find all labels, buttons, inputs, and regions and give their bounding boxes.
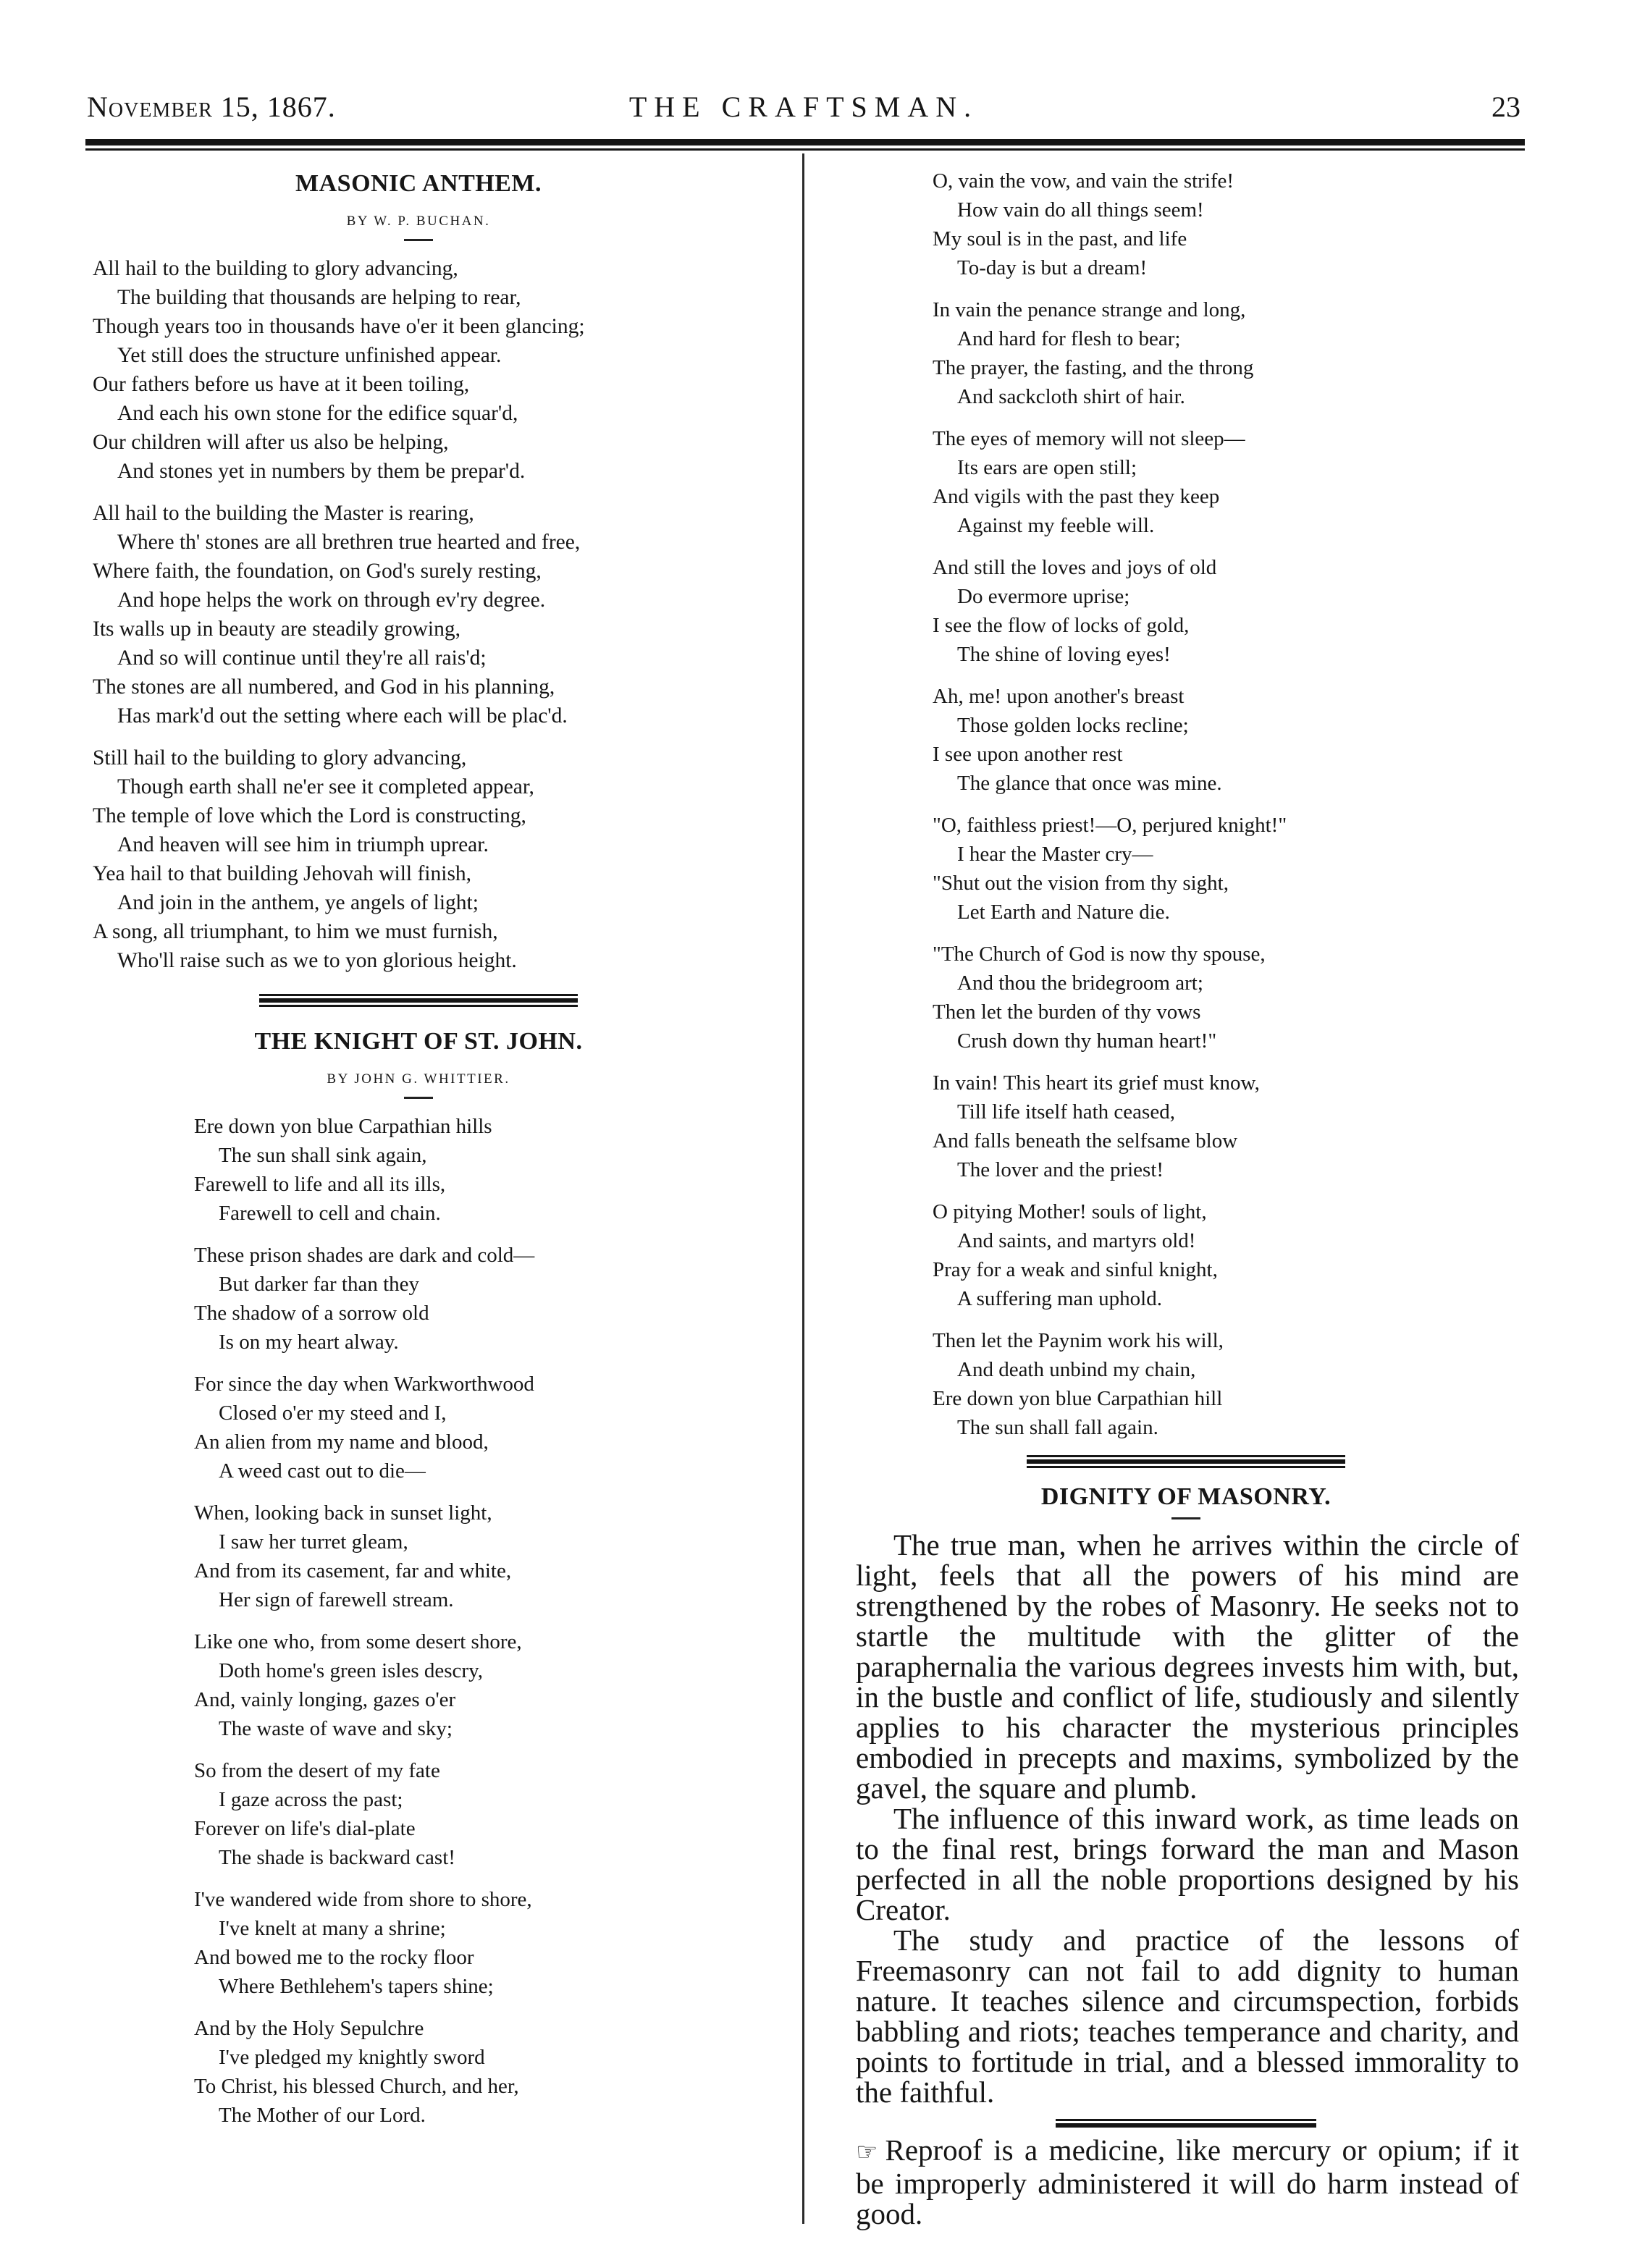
poem-line: Though years too in thousands have o'er it been glancing; xyxy=(93,315,585,338)
poem-line: I hear the Master cry— xyxy=(957,843,1153,866)
poem-line: And each his own stone for the edifice squar'd, xyxy=(117,402,518,425)
stanza xyxy=(194,1370,744,1485)
header-rule-thin xyxy=(85,148,1525,151)
stanza xyxy=(194,2014,744,2130)
stanza xyxy=(194,1112,744,1228)
poem-line: And still the loves and joys of old xyxy=(933,556,1217,579)
poem-line: Pray for a weak and sinful knight, xyxy=(933,1258,1218,1281)
poem-line: And hard for flesh to bear; xyxy=(957,327,1181,350)
poem-line: Its ears are open still; xyxy=(957,456,1137,479)
poem-line: "O, faithless priest!—O, perjured knight!" xyxy=(933,814,1287,837)
poem-line: My soul is in the past, and life xyxy=(933,227,1187,250)
poem-line: The shade is backward cast! xyxy=(219,1846,455,1869)
poem-line: All hail to the building to glory advancing, xyxy=(93,257,458,280)
stanza xyxy=(194,1627,744,1743)
poem-line: And join in the anthem, ye angels of light; xyxy=(117,891,479,914)
page-number: 23 xyxy=(1492,90,1520,123)
dignity-title: DIGNITY OF MASONRY. xyxy=(1040,1483,1331,1510)
poem-line: I've pledged my knightly sword xyxy=(219,2046,485,2069)
reproof-note xyxy=(853,2135,1519,2229)
poem-line: Till life itself hath ceased, xyxy=(957,1100,1175,1124)
stanza xyxy=(933,553,1519,669)
stanza xyxy=(194,1885,744,2001)
knight-poem-part-2 xyxy=(853,166,1519,1442)
poem-line: Is on my heart alway. xyxy=(219,1331,399,1354)
poem-line: And so will continue until they're all rais'd; xyxy=(117,646,487,670)
poem-line: Those golden locks recline; xyxy=(957,714,1189,737)
section-separator xyxy=(259,994,578,1007)
poem-line: And from its casement, far and white, xyxy=(194,1559,512,1582)
anthem-title: MASONIC ANTHEM. xyxy=(295,170,542,197)
poem-line: To-day is but a dream! xyxy=(957,256,1148,279)
poem-line: And bowed me to the rocky floor xyxy=(194,1946,474,1969)
anthem-byline: BY W. P. BUCHAN. xyxy=(346,214,491,229)
poem-line: The temple of love which the Lord is constructing, xyxy=(93,804,526,827)
poem-line: I've wandered wide from shore to shore, xyxy=(194,1888,532,1911)
header-rule-thick xyxy=(85,139,1525,146)
poem-line: The Mother of our Lord. xyxy=(219,2104,426,2127)
poem-line: Crush down thy human heart!" xyxy=(957,1029,1217,1053)
poem-line: A song, all triumphant, to him we must furnish, xyxy=(93,920,498,943)
pointing-hand-icon: ☞ xyxy=(856,2139,878,2166)
poem-line: So from the desert of my fate xyxy=(194,1759,440,1782)
poem-line: And hope helps the work on through ev'ry degree. xyxy=(117,589,546,612)
section-separator xyxy=(1056,2119,1316,2128)
article-paragraph: The true man, when he arrives within the circle of light, feels that all the powers of his mind are strengthened by the robes of Masonry. He seeks not to startle the multitude with the glitter of the paraphernalia the various degrees invests him with, but, in the bustle and conflict of life, studiously and silently applies to his character the mysterious principles embodied in precepts and maxims, symbolized by the gavel, the square and plumb. xyxy=(856,1528,1519,1805)
poem-line: Then let the burden of thy vows xyxy=(933,1000,1201,1024)
publication-title: THE CRAFTSMAN. xyxy=(628,90,979,123)
poem-line: Has mark'd out the setting where each will be plac'd. xyxy=(117,704,568,728)
poem-line: I gaze across the past; xyxy=(219,1788,403,1811)
poem-line: A suffering man uphold. xyxy=(957,1287,1162,1310)
poem-line: Still hail to the building to glory advancing, xyxy=(93,746,467,770)
poem-line: I saw her turret gleam, xyxy=(219,1530,408,1554)
poem-line: O pitying Mother! souls of light, xyxy=(933,1200,1207,1223)
poem-line: "Shut out the vision from thy sight, xyxy=(933,872,1229,895)
poem-line: But darker far than they xyxy=(219,1273,420,1296)
poem-line: And by the Holy Sepulchre xyxy=(194,2017,424,2040)
stanza xyxy=(933,295,1519,411)
poem-line: Forever on life's dial-plate xyxy=(194,1817,416,1840)
knight-poem-part-1 xyxy=(93,1112,744,2130)
poem-line: The eyes of memory will not sleep— xyxy=(933,427,1245,450)
stanza xyxy=(933,811,1519,927)
poem-line: These prison shades are dark and cold— xyxy=(194,1244,535,1267)
poem-line: The building that thousands are helping to rear, xyxy=(117,286,521,309)
poem-line: Where Bethlehem's tapers shine; xyxy=(219,1975,494,1998)
poem-line: Yet still does the structure unfinished appear. xyxy=(117,344,502,367)
poem-line: In vain! This heart its grief must know, xyxy=(933,1071,1260,1095)
article-paragraph: The study and practice of the lessons of Freemasonry can not fail to add dignity to human nature. It teaches silence and circumspection, forbids babbling and riots; teaches temperance and charity, and points to fortitude in trial, and a blessed immorality to the faithful. xyxy=(856,1923,1519,2109)
column-divider xyxy=(802,153,804,2224)
stanza xyxy=(933,1068,1519,1184)
poem-line: And sackcloth shirt of hair. xyxy=(957,385,1185,408)
poem-line: All hail to the building the Master is rearing, xyxy=(93,502,474,525)
poem-line: An alien from my name and blood, xyxy=(194,1430,489,1454)
poem-line: Do evermore uprise; xyxy=(957,585,1130,608)
poem-line: The shine of loving eyes! xyxy=(957,643,1171,666)
poem-line: Doth home's green isles descry, xyxy=(219,1659,483,1682)
stanza xyxy=(933,940,1519,1055)
poem-line: The lover and the priest! xyxy=(957,1158,1164,1181)
poem-line: I see upon another rest xyxy=(933,743,1123,766)
poem-line: Who'll raise such as we to yon glorious height. xyxy=(117,949,517,972)
poem-line: For since the day when Warkworthwood xyxy=(194,1373,534,1396)
poem-line: Ere down yon blue Carpathian hill xyxy=(933,1387,1223,1410)
poem-line: Like one who, from some desert shore, xyxy=(194,1630,522,1653)
poem-line: How vain do all things seem! xyxy=(957,198,1204,222)
poem-line: And falls beneath the selfsame blow xyxy=(933,1129,1238,1152)
poem-line: O, vain the vow, and vain the strife! xyxy=(933,169,1234,193)
poem-line: The sun shall sink again, xyxy=(219,1144,427,1167)
poem-line: Then let the Paynim work his will, xyxy=(933,1329,1224,1352)
poem-line: The sun shall fall again. xyxy=(957,1416,1158,1439)
article-paragraph: The influence of this inward work, as time leads on to the final rest, brings forward the man and Mason perfected in all the noble proportions designed by his Creator. xyxy=(856,1802,1519,1926)
poem-line: Our fathers before us have at it been toiling, xyxy=(93,373,470,396)
poem-line: And death unbind my chain, xyxy=(957,1358,1196,1381)
stanza xyxy=(933,682,1519,798)
poem-line: "The Church of God is now thy spouse, xyxy=(933,943,1266,966)
poem-line: Closed o'er my steed and I, xyxy=(219,1401,447,1425)
poem-line: The waste of wave and sky; xyxy=(219,1717,453,1740)
knight-title: THE KNIGHT OF ST. JOHN. xyxy=(254,1028,583,1055)
anthem-poem xyxy=(93,254,744,975)
right-column xyxy=(853,166,1519,2229)
poem-line: In vain the penance strange and long, xyxy=(933,298,1246,321)
poem-line: And stones yet in numbers by them be prepar'd. xyxy=(117,460,526,483)
stanza xyxy=(933,1197,1519,1313)
poem-line: And heaven will see him in triumph uprear. xyxy=(117,833,489,856)
poem-line: Farewell to cell and chain. xyxy=(219,1202,441,1225)
stanza xyxy=(93,499,744,730)
poem-line: When, looking back in sunset light, xyxy=(194,1501,492,1525)
stanza xyxy=(194,1498,744,1614)
poem-line: And thou the bridegroom art; xyxy=(957,971,1203,995)
running-header xyxy=(87,90,1520,133)
left-column xyxy=(93,168,744,2143)
poem-line: Let Earth and Nature die. xyxy=(957,901,1170,924)
poem-line: The prayer, the fasting, and the throng xyxy=(933,356,1254,379)
poem-line: Its walls up in beauty are steadily growing, xyxy=(93,617,460,641)
poem-line: A weed cast out to die— xyxy=(219,1459,426,1483)
poem-line: Against my feeble will. xyxy=(957,514,1155,537)
issue-date: November 15, 1867. xyxy=(87,90,336,123)
poem-line: And vigils with the past they keep xyxy=(933,485,1220,508)
poem-line: The stones are all numbered, and God in his planning, xyxy=(93,675,555,699)
stanza xyxy=(194,1756,744,1872)
knight-byline: BY JOHN G. WHITTIER. xyxy=(327,1071,510,1087)
stanza xyxy=(933,1326,1519,1442)
poem-line: Our children will after us also be helping, xyxy=(93,431,449,454)
title-dash xyxy=(1171,1517,1200,1519)
poem-line: Ah, me! upon another's breast xyxy=(933,685,1185,708)
poem-line: Where th' stones are all brethren true hearted and free, xyxy=(117,531,581,554)
stanza xyxy=(194,1241,744,1357)
dignity-article xyxy=(853,1530,1519,2107)
poem-line: Though earth shall ne'er see it completed appear, xyxy=(117,775,534,798)
poem-line: And saints, and martyrs old! xyxy=(957,1229,1196,1252)
poem-line: Her sign of farewell stream. xyxy=(219,1588,454,1611)
stanza xyxy=(93,254,744,486)
poem-line: I see the flow of locks of gold, xyxy=(933,614,1190,637)
byline-dash xyxy=(404,1097,433,1099)
section-separator xyxy=(1027,1455,1345,1468)
stanza xyxy=(93,743,744,975)
poem-line: To Christ, his blessed Church, and her, xyxy=(194,2075,519,2098)
poem-line: Yea hail to that building Jehovah will finish, xyxy=(93,862,472,885)
stanza xyxy=(933,424,1519,540)
poem-line: Where faith, the foundation, on God's surely resting, xyxy=(93,560,542,583)
poem-line: The shadow of a sorrow old xyxy=(194,1302,429,1325)
poem-line: I've knelt at many a shrine; xyxy=(219,1917,446,1940)
poem-line: Farewell to life and all its ills, xyxy=(194,1173,446,1196)
poem-line: The glance that once was mine. xyxy=(957,772,1222,795)
poem-line: Ere down yon blue Carpathian hills xyxy=(194,1115,492,1138)
stanza xyxy=(933,166,1519,282)
note-text: Reproof is a medicine, like mercury or opium; if it be improperly administered it will do harm instead of good. xyxy=(856,2133,1519,2230)
byline-dash xyxy=(404,239,433,241)
poem-line: And, vainly longing, gazes o'er xyxy=(194,1688,456,1711)
